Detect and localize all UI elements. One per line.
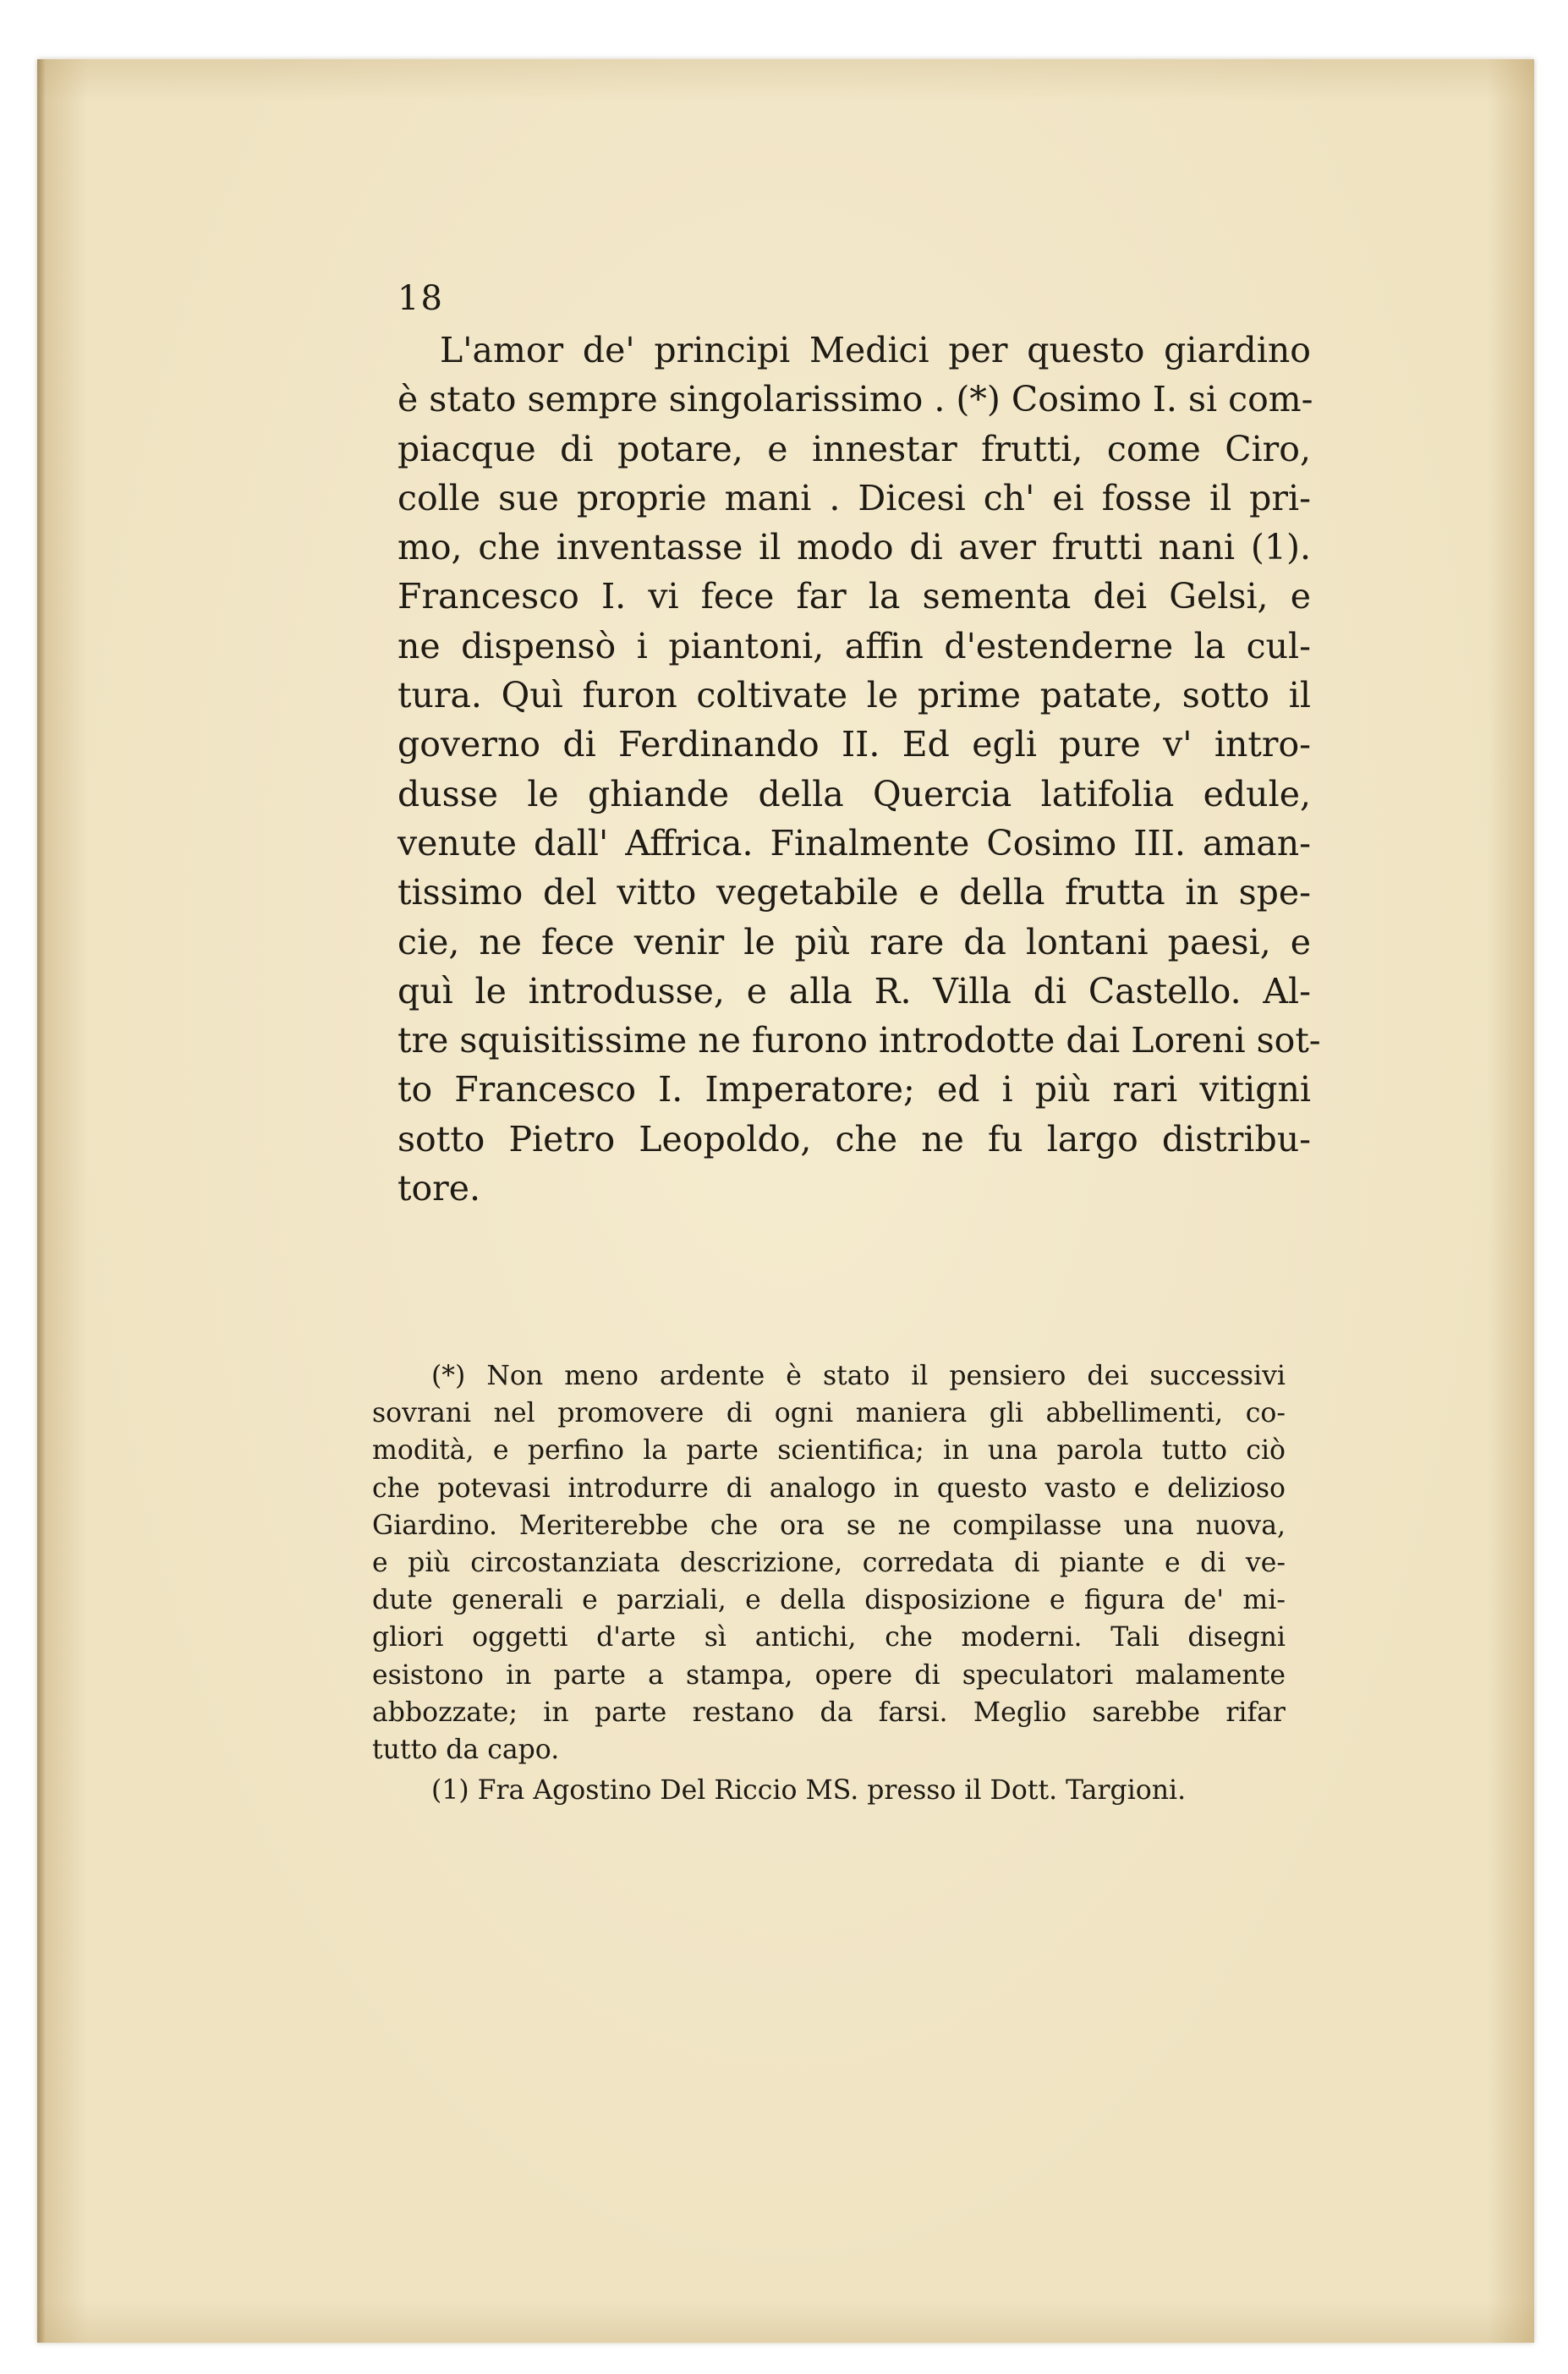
footnote-line: abbozzate; in parte restano da farsi. Meglio sarebbe rifar (372, 1697, 1286, 1728)
footnote-line: dute generali e parziali, e della disposizione e figura de' mi- (372, 1585, 1286, 1616)
footnote-line: che potevasi introdurre di analogo in questo vasto e delizioso (372, 1472, 1286, 1504)
text-line: colle sue proprie mani . Dicesi ch' ei fosse il pri- (397, 477, 1311, 518)
text-line: tura. Quì furon coltivate le prime patate, sotto il (397, 675, 1311, 716)
footnote-line: sovrani nel promovere di ogni maniera gli abbellimenti, co- (372, 1398, 1286, 1429)
footnote-line: Giardino. Meriterebbe che ora se ne compilasse una nuova, (372, 1510, 1286, 1541)
text-line: piacque di potare, e innestar frutti, come Ciro, (397, 428, 1311, 469)
text-line: L'amor de' principi Medici per questo giardino (440, 330, 1311, 370)
main-paragraph (397, 326, 1321, 1213)
footnote-line: e più circostanziata descrizione, corredata di piante e di ve- (372, 1548, 1286, 1579)
page-number: 18 (397, 279, 444, 318)
footnotes (372, 1357, 1286, 1809)
page-spine-shadow (37, 59, 46, 2343)
footnote-one: (1) Fra Agostino Del Riccio MS. presso il Dott. Targioni. (431, 1775, 1187, 1807)
text-line: to Francesco I. Imperatore; ed i più rari vitigni (397, 1069, 1311, 1110)
footnote-line: gliori oggetti d'arte sì antichi, che moderni. Tali disegni (372, 1622, 1286, 1653)
text-line: governo di Ferdinando II. Ed egli pure v' intro- (397, 724, 1311, 765)
footnote-line: modità, e perfino la parte scientifica; in una parola tutto ciò (372, 1435, 1286, 1467)
text-line: tissimo del vitto vegetabile e della frutta in spe- (397, 872, 1311, 913)
text-line: ne dispensò i piantoni, affin d'estenderne la cul- (397, 625, 1311, 666)
text-line: è stato sempre singolarissimo . (*) Cosimo I. si com- (397, 379, 1313, 420)
text-line: tre squisitissime ne furono introdotte dai Loreni sot- (397, 1020, 1321, 1061)
text-line: sotto Pietro Leopoldo, che ne fu largo distribu- (397, 1118, 1311, 1160)
footnote-line: esistono in parte a stampa, opere di speculatori malamente (372, 1659, 1286, 1691)
text-line: dusse le ghiande della Quercia latifolia edule, (397, 773, 1311, 814)
text-line: quì le introdusse, e alla R. Villa di Castello. Al- (397, 970, 1311, 1012)
footnote-line: (*) Non meno ardente è stato il pensiero dei successivi (431, 1361, 1286, 1391)
text-line: cie, ne fece venir le più rare da lontani paesi, e (397, 921, 1311, 962)
text-line: tore. (397, 1168, 481, 1209)
text-line: mo, che inventasse il modo di aver frutti nani (1). (397, 527, 1311, 568)
text-line: venute dall' Affrica. Finalmente Cosimo III. aman- (397, 822, 1311, 864)
footnote-line: tutto da capo. (372, 1735, 560, 1766)
footnote-star (372, 1357, 1286, 1768)
text-line: Francesco I. vi fece far la sementa dei Gelsi, e (397, 576, 1311, 617)
